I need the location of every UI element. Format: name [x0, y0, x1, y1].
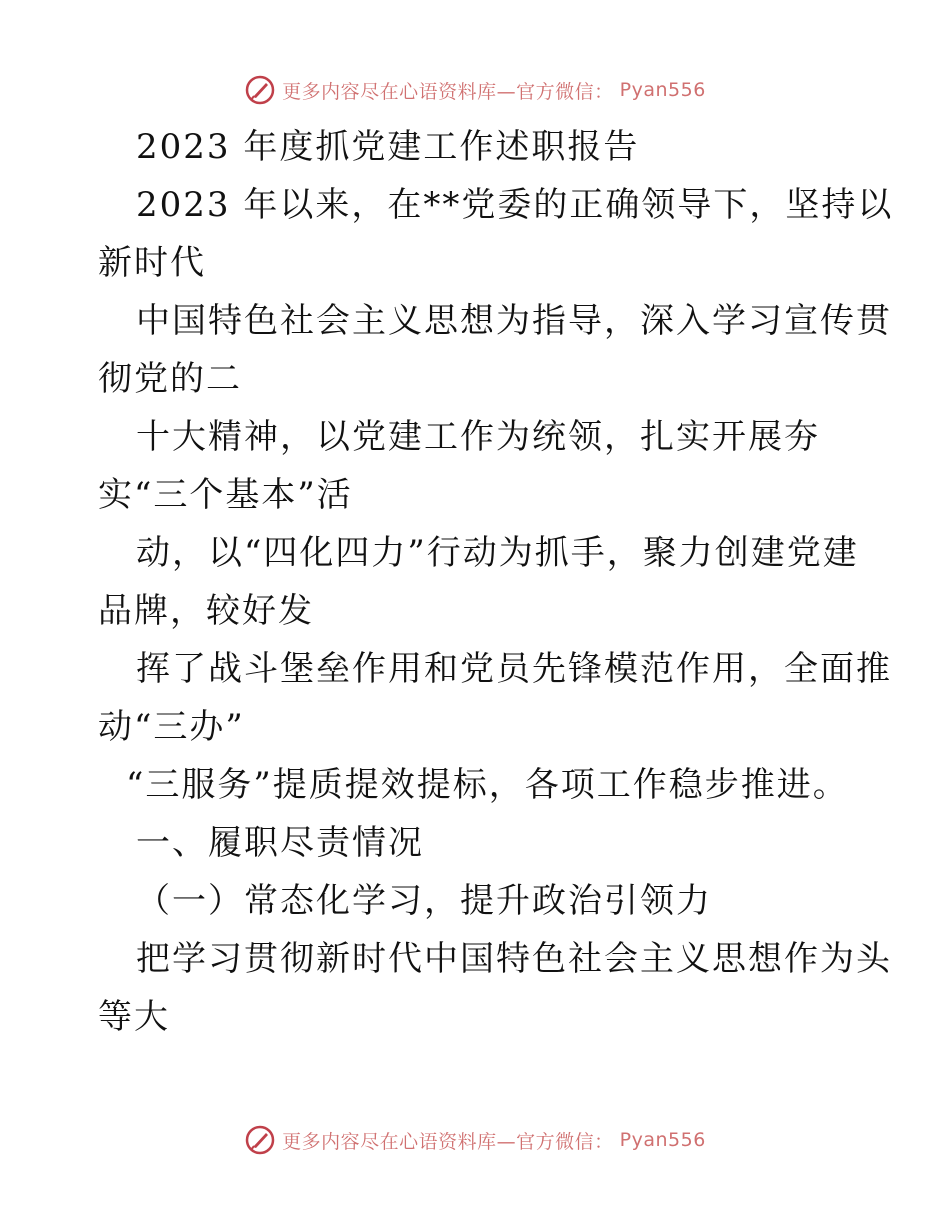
doc-line: 中国特色社会主义思想为指导，深入学习宣传贯: [136, 301, 892, 341]
section-heading: 一、履职尽责情况: [136, 823, 424, 863]
doc-line: 实“三个基本”活: [98, 475, 353, 515]
doc-title: 2023 年度抓党建工作述职报告: [136, 127, 640, 167]
watermark-text: 更多内容尽在心语资料库—官方微信：: [282, 1130, 614, 1153]
watermark-footer: [0, 1120, 950, 1160]
feather-pen-logo-icon: [244, 1124, 276, 1156]
doc-line: 2023 年以来，在**党委的正确领导下，坚持以: [136, 185, 894, 225]
doc-line: 动，以“四化四力”行动为抓手，聚力创建党建: [136, 533, 859, 573]
doc-line: 十大精神，以党建工作为统领，扎实开展夯: [136, 417, 820, 457]
doc-line: 挥了战斗堡垒作用和党员先锋模范作用，全面推: [136, 649, 892, 689]
doc-line: 品牌，较好发: [98, 591, 314, 631]
doc-line: 等大: [98, 997, 170, 1037]
watermark-id: Pyan556: [619, 79, 706, 101]
doc-line: 把学习贯彻新时代中国特色社会主义思想作为头: [136, 939, 892, 979]
watermark-id: Pyan556: [619, 1129, 706, 1151]
subsection-heading: （一）常态化学习，提升政治引领力: [136, 881, 712, 921]
watermark-text: 更多内容尽在心语资料库—官方微信：: [282, 80, 614, 103]
doc-line: 新时代: [98, 243, 206, 283]
feather-pen-logo-icon: [244, 74, 276, 106]
doc-line: 动“三办”: [98, 707, 245, 747]
watermark-header: [0, 70, 950, 110]
doc-line: 彻党的二: [98, 359, 242, 399]
document-body: [98, 118, 894, 1046]
doc-line: “三服务”提质提效提标，各项工作稳步推进。: [126, 765, 849, 805]
